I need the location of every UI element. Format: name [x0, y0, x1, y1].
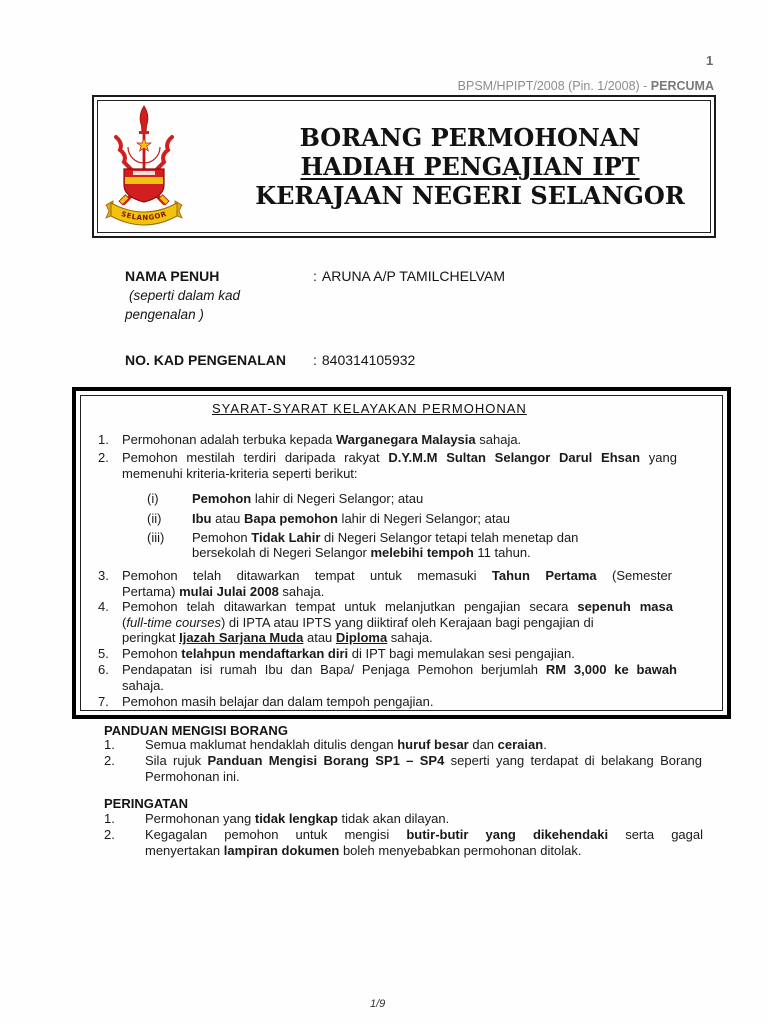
text-segment: yang — [640, 450, 677, 465]
eligibility-subitem-number: (ii) — [147, 511, 162, 526]
eligibility-subitem-i-line-1 — [192, 491, 423, 507]
form-title-line-3: KERAJAAN NEGERI SELANGOR — [255, 181, 685, 210]
form-title-line-2: HADIAH PENGAJIAN IPT — [300, 152, 640, 181]
text-segment: di IPT bagi memulakan sesi pengajian. — [348, 646, 575, 661]
eligibility-subitem-iii-line-2 — [192, 545, 531, 561]
italic-segment: full-time courses — [126, 615, 221, 630]
text-segment: dan — [468, 737, 498, 752]
text-segment: Pertama) — [122, 584, 180, 599]
shield-panel — [133, 171, 155, 175]
eligibility-item-7-line-1 — [122, 694, 433, 710]
eligibility-item-number: 4. — [98, 599, 109, 614]
reminder-item-2-line-2 — [145, 843, 581, 859]
left-keris-hilt — [159, 195, 169, 205]
full-name-value-row — [313, 268, 505, 284]
reminder-item-number: 2. — [104, 827, 115, 842]
emphasis-segment: ceraian — [497, 737, 544, 752]
emphasis-segment: Pemohon — [192, 491, 252, 506]
emphasis-segment: Bapa pemohon — [244, 511, 338, 526]
reference-code — [458, 79, 714, 93]
eligibility-item-number: 7. — [98, 694, 109, 709]
emphasis-segment: melebihi tempoh — [370, 545, 474, 560]
eligibility-subitem-number: (i) — [147, 491, 159, 506]
emphasis-segment: huruf besar — [397, 737, 469, 752]
emphasis-segment: sepenuh masa — [577, 599, 673, 614]
eligibility-item-6-line-2 — [122, 678, 164, 694]
text-segment: sahaja. — [122, 678, 164, 693]
eligibility-item-1-line-1 — [122, 432, 521, 448]
text-segment: Permohonan ini. — [145, 769, 240, 784]
text-segment: Pemohon telah ditawarkan tempat untuk melanjutkan pengajian secara — [122, 599, 578, 614]
text-segment: atau — [303, 630, 336, 645]
guide-item-1-line-1 — [145, 737, 547, 753]
separator-colon: : — [313, 268, 317, 284]
text-segment: 11 tahun. — [473, 545, 531, 560]
form-title-line-1: BORANG PERMOHONAN — [299, 123, 641, 152]
reminder-item-2-line-1 — [145, 827, 703, 843]
emphasis-segment: Panduan Mengisi Borang SP1 – SP4 — [207, 753, 445, 768]
text-segment: tidak akan dilayan. — [337, 811, 450, 826]
eligibility-subitem-iii-line-1 — [192, 530, 578, 546]
page-footer-count: 1/9 — [370, 998, 386, 1010]
eligibility-item-number: 5. — [98, 646, 109, 661]
guide-item-2-line-1 — [145, 753, 702, 769]
text-segment: Pendapatan isi rumah Ibu dan Bapa/ Penjaga Pemohon berjumlah — [122, 662, 546, 677]
text-segment: sahaja. — [475, 432, 522, 447]
text-segment: Semua maklumat hendaklah ditulis dengan — [145, 737, 398, 752]
full-name-note-line-1: (seperti dalam kad — [129, 288, 241, 303]
ic-number-value: 840314105932 — [321, 352, 416, 368]
text-segment: lahir di Negeri Selangor; atau — [337, 511, 510, 526]
emphasis-segment: Ibu — [192, 511, 212, 526]
guide-item-number: 1. — [104, 737, 115, 752]
text-segment: (Semester — [596, 568, 672, 583]
eligibility-item-4-line-2 — [122, 615, 594, 631]
emphasis-segment: butir-butir yang dikehendaki — [406, 827, 609, 842]
text-segment: menyertakan — [145, 843, 224, 858]
emphasis-segment: Tidak Lahir — [251, 530, 321, 545]
text-segment: Permohonan adalah terbuka kepada — [122, 432, 336, 447]
eligibility-item-6-line-1 — [122, 662, 677, 678]
text-segment: serta gagal — [608, 827, 703, 842]
emphasis-segment: D.Y.M.M Sultan Selangor Darul Ehsan — [388, 450, 641, 465]
eligibility-item-5-line-1 — [122, 646, 575, 662]
guide-item-2-line-2 — [145, 769, 240, 785]
text-segment: seperti yang terdapat di belakang Borang — [444, 753, 703, 768]
shield-stripe — [125, 177, 163, 184]
full-name-note-line-2: pengenalan ) — [125, 307, 204, 322]
right-keris-hilt — [119, 195, 129, 205]
text-segment: di Negeri Selangor tetapi telah menetap dan — [320, 530, 579, 545]
emphasis-segment: lampiran dokumen — [223, 843, 340, 858]
ribbon-text-path: SELANGOR — [120, 209, 168, 223]
text-segment: ) di IPTA atau IPTS yang diiktiraf oleh Kerajaan bagi pengajian di — [220, 615, 594, 630]
text-segment: peringkat — [122, 630, 180, 645]
eligibility-item-4-line-3 — [122, 630, 433, 646]
separator-colon: : — [313, 352, 317, 368]
full-name-value: ARUNA A/P TAMILCHELVAM — [321, 268, 505, 284]
text-segment: Pemohon telah ditawarkan tempat untuk memasuki — [122, 568, 492, 583]
emphasis-segment: mulai Julai 2008 — [179, 584, 279, 599]
reminder-item-number: 1. — [104, 811, 115, 826]
text-segment: sahaja. — [387, 630, 433, 645]
text-segment: Pemohon masih belajar dan dalam tempoh pengajian. — [122, 694, 434, 709]
eligibility-item-3-line-2 — [122, 584, 324, 600]
text-segment: . — [543, 737, 547, 752]
page-number: 1 — [706, 53, 714, 68]
eligibility-item-number: 1. — [98, 432, 109, 447]
eligibility-subitem-number: (iii) — [147, 530, 165, 545]
eligibility-subitem-ii-line-1 — [192, 511, 510, 527]
emphasis-segment: RM 3,000 ke bawah — [545, 662, 677, 677]
eligibility-item-4-line-1 — [122, 599, 673, 615]
reference-code-text: BPSM/HPIPT/2008 (Pin. 1/2008) - — [457, 79, 651, 93]
eligibility-item-number: 3. — [98, 568, 109, 583]
text-segment: bersekolah di Negeri Selangor — [192, 545, 371, 560]
text-segment: Pemohon — [192, 530, 252, 545]
eligibility-item-2-line-2 — [122, 466, 358, 482]
text-segment: Pemohon mestilah terdiri daripada rakyat — [122, 450, 389, 465]
selangor-crest-logo — [104, 105, 184, 229]
reminder-item-1-line-1 — [145, 811, 449, 827]
text-segment: sahaja. — [278, 584, 325, 599]
emphasis-underlined-segment: Ijazah Sarjana Muda — [179, 630, 304, 645]
text-segment: memenuhi kriteria-kriteria seperti berikut: — [122, 466, 358, 481]
reference-status: PERCUMA — [650, 79, 714, 93]
text-segment: lahir di Negeri Selangor; atau — [251, 491, 424, 506]
text-segment: Pemohon — [122, 646, 182, 661]
text-segment: Permohonan yang — [145, 811, 255, 826]
eligibility-item-2-line-1 — [122, 450, 677, 466]
emphasis-segment: Warganegara Malaysia — [335, 432, 476, 447]
emphasis-segment: Tahun Pertama — [491, 568, 597, 583]
reminder-heading: PERINGATAN — [104, 796, 189, 811]
text-segment: Kegagalan pemohon untuk mengisi — [145, 827, 407, 842]
spear-blade-shape — [140, 106, 148, 132]
eligibility-title: SYARAT-SYARAT KELAYAKAN PERMOHONAN — [212, 401, 527, 416]
full-name-label: NAMA PENUH — [125, 268, 220, 284]
guide-item-number: 2. — [104, 753, 115, 768]
guide-heading: PANDUAN MENGISI BORANG — [104, 723, 288, 738]
ic-number-label: NO. KAD PENGENALAN — [125, 352, 287, 368]
text-segment: boleh menyebabkan permohonan ditolak. — [339, 843, 582, 858]
eligibility-item-3-line-1 — [122, 568, 672, 584]
text-segment: Sila rujuk — [145, 753, 208, 768]
emphasis-segment: tidak lengkap — [254, 811, 338, 826]
eligibility-item-number: 2. — [98, 450, 109, 465]
text-segment: ( — [122, 615, 127, 630]
emphasis-segment: telahpun mendaftarkan diri — [181, 646, 349, 661]
ic-number-value-row — [313, 352, 415, 368]
eligibility-item-number: 6. — [98, 662, 109, 677]
emphasis-underlined-segment: Diploma — [335, 630, 388, 645]
text-segment: atau — [211, 511, 245, 526]
